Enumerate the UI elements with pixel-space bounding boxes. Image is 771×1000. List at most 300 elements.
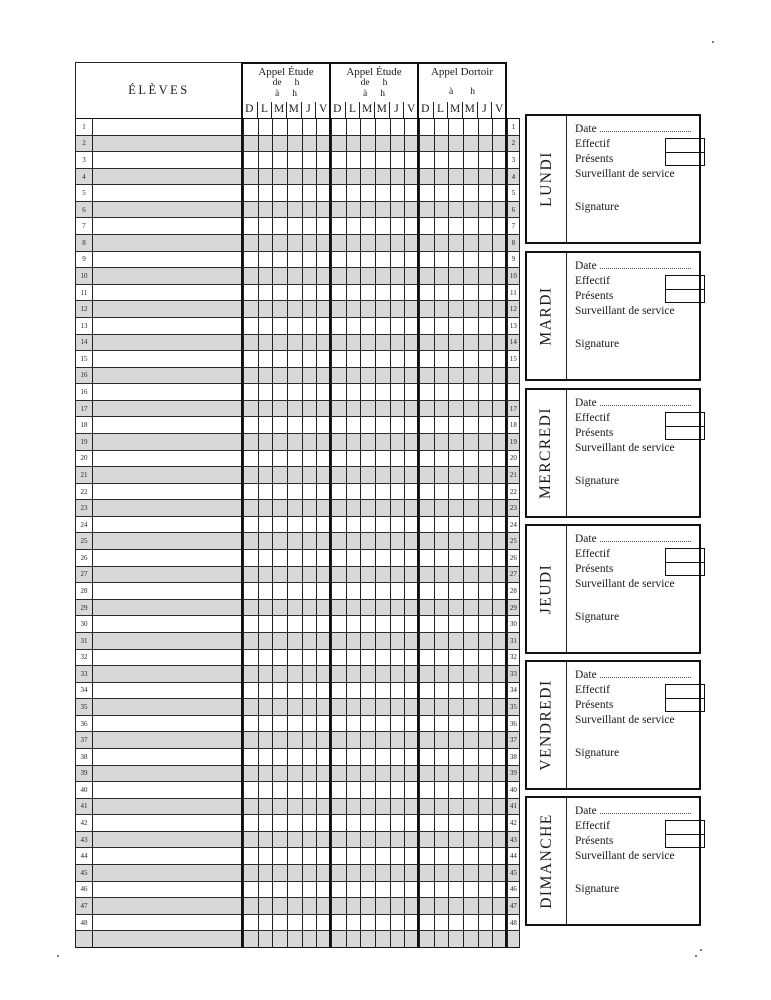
- signature-label: Signature: [575, 475, 620, 487]
- effectif-label: Effectif: [575, 820, 610, 832]
- attendance-cell: [478, 865, 493, 881]
- attendance-cell: [448, 434, 463, 450]
- box-divider: [666, 289, 704, 290]
- attendance-cell: [258, 567, 273, 583]
- attendance-cell: [331, 136, 346, 152]
- group-time-line: [449, 87, 475, 98]
- day-letter: M: [462, 102, 477, 118]
- attendance-cell: [287, 417, 302, 433]
- attendance-cell: [360, 252, 375, 268]
- attendance-cell: [243, 368, 258, 384]
- attendance-cell: [448, 252, 463, 268]
- attendance-cell: [434, 600, 449, 616]
- row-number-left: 33: [76, 666, 93, 682]
- effectif-presents-box: [665, 820, 705, 848]
- day-panel-jeudi: [525, 524, 701, 654]
- attendance-cell: [360, 898, 375, 914]
- panel-body: [567, 798, 699, 924]
- attendance-cell: [272, 169, 287, 185]
- attendance-cell: [375, 285, 390, 301]
- attendance-cell: [478, 583, 493, 599]
- attendance-cell: [243, 500, 258, 516]
- attendance-cell: [331, 202, 346, 218]
- row-number-left: 9: [76, 252, 93, 268]
- student-name-cell: [93, 716, 243, 732]
- attendance-cell: [390, 301, 405, 317]
- attendance-cell: [375, 235, 390, 251]
- attendance-cell: [258, 417, 273, 433]
- attendance-cell: [346, 417, 361, 433]
- attendance-cell: [302, 235, 317, 251]
- table-row: [76, 467, 519, 484]
- attendance-cell: [272, 318, 287, 334]
- row-number-right: 28: [507, 583, 519, 599]
- student-name-cell: [93, 782, 243, 798]
- attendance-cell: [434, 716, 449, 732]
- attendance-cell: [331, 484, 346, 500]
- attendance-cell: [360, 318, 375, 334]
- table-grid-line: [505, 62, 507, 948]
- day-panel-mercredi: [525, 388, 701, 518]
- attendance-cell: [258, 931, 273, 947]
- row-number-right: 41: [507, 799, 519, 815]
- table-row: [76, 666, 519, 683]
- attendance-cell: [434, 500, 449, 516]
- day-letter: V: [315, 102, 330, 118]
- attendance-cell: [258, 285, 273, 301]
- attendance-cell: [463, 318, 478, 334]
- attendance-cell: [331, 401, 346, 417]
- attendance-cell: [419, 766, 434, 782]
- attendance-cell: [243, 600, 258, 616]
- table-row: [76, 915, 519, 932]
- attendance-cell: [346, 401, 361, 417]
- table-row: [76, 815, 519, 832]
- attendance-cell: [434, 119, 449, 135]
- time-prefix: à: [275, 89, 280, 100]
- table-row: [76, 931, 519, 947]
- date-label: Date: [575, 669, 597, 681]
- attendance-cell: [375, 351, 390, 367]
- attendance-cell: [448, 119, 463, 135]
- attendance-cell: [390, 633, 405, 649]
- attendance-cell: [448, 732, 463, 748]
- attendance-cell: [448, 301, 463, 317]
- attendance-cell: [287, 484, 302, 500]
- attendance-cell: [463, 600, 478, 616]
- attendance-cell: [302, 451, 317, 467]
- attendance-cell: [331, 699, 346, 715]
- row-number-left: 17: [76, 401, 93, 417]
- attendance-cell: [287, 235, 302, 251]
- attendance-cell: [346, 616, 361, 632]
- time-prefix: à: [363, 89, 368, 100]
- attendance-cell: [478, 401, 493, 417]
- attendance-cell: [434, 484, 449, 500]
- row-number-left: 5: [76, 185, 93, 201]
- table-row: [76, 567, 519, 584]
- attendance-cell: [375, 898, 390, 914]
- date-label: Date: [575, 397, 597, 409]
- attendance-cell: [375, 401, 390, 417]
- attendance-cell: [302, 351, 317, 367]
- attendance-cell: [478, 915, 493, 931]
- attendance-cell: [258, 898, 273, 914]
- attendance-cell: [331, 799, 346, 815]
- attendance-cell: [331, 252, 346, 268]
- attendance-cell: [243, 136, 258, 152]
- attendance-cell: [463, 898, 478, 914]
- attendance-cell: [346, 732, 361, 748]
- attendance-cell: [390, 915, 405, 931]
- row-number-left: 25: [76, 533, 93, 549]
- attendance-cell: [346, 500, 361, 516]
- attendance-cell: [390, 567, 405, 583]
- attendance-cell: [375, 185, 390, 201]
- attendance-cell: [448, 782, 463, 798]
- day-letter: L: [257, 102, 272, 118]
- dotted-leader-line: [600, 541, 691, 542]
- attendance-cell: [478, 766, 493, 782]
- attendance-cell: [243, 583, 258, 599]
- attendance-cell: [346, 766, 361, 782]
- attendance-cell: [243, 218, 258, 234]
- attendance-cell: [360, 401, 375, 417]
- attendance-cell: [478, 716, 493, 732]
- row-number-left: 15: [76, 351, 93, 367]
- attendance-cell: [434, 202, 449, 218]
- attendance-cell: [331, 616, 346, 632]
- attendance-cell: [287, 202, 302, 218]
- attendance-cell: [419, 318, 434, 334]
- attendance-cell: [434, 766, 449, 782]
- group-time-line: [363, 89, 385, 100]
- attendance-cell: [302, 550, 317, 566]
- attendance-cell: [287, 218, 302, 234]
- attendance-cell: [375, 832, 390, 848]
- attendance-cell: [258, 368, 273, 384]
- student-name-cell: [93, 882, 243, 898]
- attendance-cell: [272, 882, 287, 898]
- row-number-right: [507, 384, 519, 400]
- attendance-cell: [331, 351, 346, 367]
- attendance-cell: [302, 467, 317, 483]
- attendance-cell: [375, 766, 390, 782]
- signature-label: Signature: [575, 883, 620, 895]
- attendance-cell: [331, 650, 346, 666]
- attendance-cell: [478, 318, 493, 334]
- row-number-left: 20: [76, 451, 93, 467]
- date-line: [575, 669, 693, 681]
- attendance-cell: [272, 351, 287, 367]
- attendance-cell: [346, 252, 361, 268]
- attendance-cell: [478, 202, 493, 218]
- attendance-cell: [478, 517, 493, 533]
- attendance-cell: [331, 749, 346, 765]
- attendance-cell: [302, 915, 317, 931]
- attendance-table: [75, 62, 520, 948]
- attendance-cell: [434, 699, 449, 715]
- attendance-cell: [434, 782, 449, 798]
- attendance-cell: [478, 500, 493, 516]
- attendance-cell: [258, 815, 273, 831]
- row-number-left: 34: [76, 683, 93, 699]
- row-number-right: 36: [507, 716, 519, 732]
- attendance-cell: [419, 152, 434, 168]
- attendance-cell: [243, 318, 258, 334]
- attendance-cell: [478, 484, 493, 500]
- student-name-cell: [93, 616, 243, 632]
- presents-label: Présents: [575, 563, 614, 575]
- row-number-left: 14: [76, 335, 93, 351]
- attendance-cell: [243, 749, 258, 765]
- day-letter-row: [330, 102, 418, 118]
- attendance-cell: [463, 517, 478, 533]
- attendance-cell: [302, 616, 317, 632]
- row-number-left: 21: [76, 467, 93, 483]
- attendance-cell: [346, 832, 361, 848]
- attendance-cell: [272, 567, 287, 583]
- attendance-cell: [448, 815, 463, 831]
- attendance-cell: [243, 401, 258, 417]
- attendance-cell: [360, 732, 375, 748]
- attendance-cell: [243, 815, 258, 831]
- attendance-cell: [287, 152, 302, 168]
- attendance-cell: [478, 600, 493, 616]
- attendance-cell: [272, 218, 287, 234]
- attendance-cell: [463, 931, 478, 947]
- student-name-cell: [93, 185, 243, 201]
- row-number-left: 1: [76, 119, 93, 135]
- day-strip: [527, 116, 567, 242]
- attendance-cell: [258, 152, 273, 168]
- attendance-cell: [419, 815, 434, 831]
- attendance-cell: [243, 119, 258, 135]
- attendance-cell: [331, 318, 346, 334]
- attendance-cell: [434, 915, 449, 931]
- attendance-cell: [360, 716, 375, 732]
- attendance-cell: [448, 915, 463, 931]
- attendance-cell: [478, 351, 493, 367]
- appel-group-header: [418, 62, 506, 118]
- attendance-cell: [272, 732, 287, 748]
- row-number-left: 39: [76, 766, 93, 782]
- table-row: [76, 301, 519, 318]
- attendance-cell: [243, 451, 258, 467]
- attendance-cell: [478, 169, 493, 185]
- day-name-label: LUNDI: [537, 151, 555, 207]
- day-strip: [527, 526, 567, 652]
- table-row: [76, 699, 519, 716]
- attendance-cell: [375, 152, 390, 168]
- attendance-cell: [272, 368, 287, 384]
- attendance-cell: [258, 666, 273, 682]
- attendance-cell: [272, 119, 287, 135]
- attendance-cell: [478, 152, 493, 168]
- attendance-cell: [346, 351, 361, 367]
- attendance-cell: [478, 185, 493, 201]
- day-letter: L: [433, 102, 448, 118]
- attendance-cell: [272, 799, 287, 815]
- attendance-cell: [302, 484, 317, 500]
- attendance-cell: [243, 517, 258, 533]
- attendance-cell: [434, 583, 449, 599]
- row-number-left: 27: [76, 567, 93, 583]
- attendance-cell: [390, 616, 405, 632]
- attendance-cell: [272, 517, 287, 533]
- row-number-right: 34: [507, 683, 519, 699]
- attendance-cell: [390, 235, 405, 251]
- attendance-cell: [360, 815, 375, 831]
- attendance-cell: [287, 136, 302, 152]
- row-number-right: 1: [507, 119, 519, 135]
- attendance-cell: [419, 202, 434, 218]
- attendance-cell: [258, 749, 273, 765]
- attendance-cell: [419, 368, 434, 384]
- attendance-cell: [390, 600, 405, 616]
- table-row: [76, 152, 519, 169]
- attendance-cell: [478, 252, 493, 268]
- row-number-right: 17: [507, 401, 519, 417]
- attendance-cell: [346, 517, 361, 533]
- attendance-cell: [390, 467, 405, 483]
- attendance-cell: [258, 915, 273, 931]
- attendance-cell: [448, 500, 463, 516]
- attendance-cell: [272, 782, 287, 798]
- row-number-left: 23: [76, 500, 93, 516]
- attendance-cell: [434, 384, 449, 400]
- attendance-cell: [302, 218, 317, 234]
- attendance-cell: [258, 401, 273, 417]
- attendance-cell: [287, 848, 302, 864]
- attendance-cell: [331, 185, 346, 201]
- row-number-right: 35: [507, 699, 519, 715]
- attendance-cell: [375, 633, 390, 649]
- attendance-cell: [258, 848, 273, 864]
- attendance-cell: [258, 351, 273, 367]
- scan-artifact-dot: [57, 955, 59, 957]
- attendance-cell: [302, 716, 317, 732]
- attendance-cell: [346, 235, 361, 251]
- attendance-cell: [243, 616, 258, 632]
- attendance-cell: [434, 882, 449, 898]
- attendance-cell: [360, 235, 375, 251]
- attendance-cell: [243, 898, 258, 914]
- effectif-presents-box: [665, 412, 705, 440]
- day-letter: M: [359, 102, 374, 118]
- row-number-right: 9: [507, 252, 519, 268]
- table-grid-line: [241, 62, 243, 948]
- attendance-cell: [243, 434, 258, 450]
- attendance-cell: [390, 152, 405, 168]
- attendance-cell: [434, 550, 449, 566]
- attendance-cell: [302, 699, 317, 715]
- row-number-right: 45: [507, 865, 519, 881]
- signature-label: Signature: [575, 201, 620, 213]
- attendance-cell: [448, 699, 463, 715]
- attendance-cell: [478, 285, 493, 301]
- student-name-cell: [93, 318, 243, 334]
- attendance-cell: [448, 931, 463, 947]
- table-row: [76, 451, 519, 468]
- attendance-cell: [375, 434, 390, 450]
- attendance-cell: [272, 699, 287, 715]
- box-divider: [666, 152, 704, 153]
- attendance-cell: [272, 500, 287, 516]
- attendance-cell: [419, 268, 434, 284]
- attendance-cell: [390, 848, 405, 864]
- surveillant-label: Surveillant de service: [575, 850, 675, 862]
- presents-label: Présents: [575, 427, 614, 439]
- attendance-cell: [243, 169, 258, 185]
- attendance-cell: [360, 467, 375, 483]
- attendance-cell: [448, 202, 463, 218]
- attendance-cell: [463, 666, 478, 682]
- attendance-cell: [448, 484, 463, 500]
- attendance-cell: [419, 865, 434, 881]
- attendance-cell: [375, 600, 390, 616]
- date-line: [575, 260, 693, 272]
- attendance-cell: [243, 699, 258, 715]
- attendance-cell: [272, 865, 287, 881]
- panel-body: [567, 116, 699, 242]
- box-divider: [666, 426, 704, 427]
- attendance-cell: [463, 434, 478, 450]
- day-panel-mardi: [525, 251, 701, 381]
- attendance-cell: [463, 169, 478, 185]
- effectif-presents-box: [665, 684, 705, 712]
- attendance-cell: [272, 451, 287, 467]
- attendance-cell: [419, 882, 434, 898]
- attendance-cell: [272, 898, 287, 914]
- attendance-cell: [463, 882, 478, 898]
- row-number-left: 37: [76, 732, 93, 748]
- attendance-cell: [302, 384, 317, 400]
- day-letter-row: [242, 102, 330, 118]
- table-row: [76, 732, 519, 749]
- attendance-cell: [390, 550, 405, 566]
- row-number-left: 29: [76, 600, 93, 616]
- attendance-cell: [272, 467, 287, 483]
- attendance-cell: [375, 318, 390, 334]
- student-name-cell: [93, 500, 243, 516]
- student-name-cell: [93, 815, 243, 831]
- row-number-left: 16: [76, 384, 93, 400]
- attendance-cell: [272, 285, 287, 301]
- attendance-cell: [360, 533, 375, 549]
- day-letter: L: [345, 102, 360, 118]
- dotted-leader-line: [600, 131, 691, 132]
- attendance-cell: [258, 650, 273, 666]
- row-number-left: 42: [76, 815, 93, 831]
- attendance-cell: [463, 152, 478, 168]
- attendance-cell: [419, 384, 434, 400]
- effectif-presents-box: [665, 275, 705, 303]
- attendance-cell: [390, 136, 405, 152]
- row-number-left: 35: [76, 699, 93, 715]
- row-number-right: 11: [507, 285, 519, 301]
- day-letter: D: [245, 103, 254, 115]
- attendance-cell: [448, 152, 463, 168]
- attendance-cell: [478, 235, 493, 251]
- group-time-line: [361, 78, 388, 89]
- attendance-cell: [331, 550, 346, 566]
- row-number-left: 7: [76, 218, 93, 234]
- attendance-cell: [375, 915, 390, 931]
- attendance-cell: [331, 666, 346, 682]
- attendance-cell: [258, 434, 273, 450]
- row-number-left: 13: [76, 318, 93, 334]
